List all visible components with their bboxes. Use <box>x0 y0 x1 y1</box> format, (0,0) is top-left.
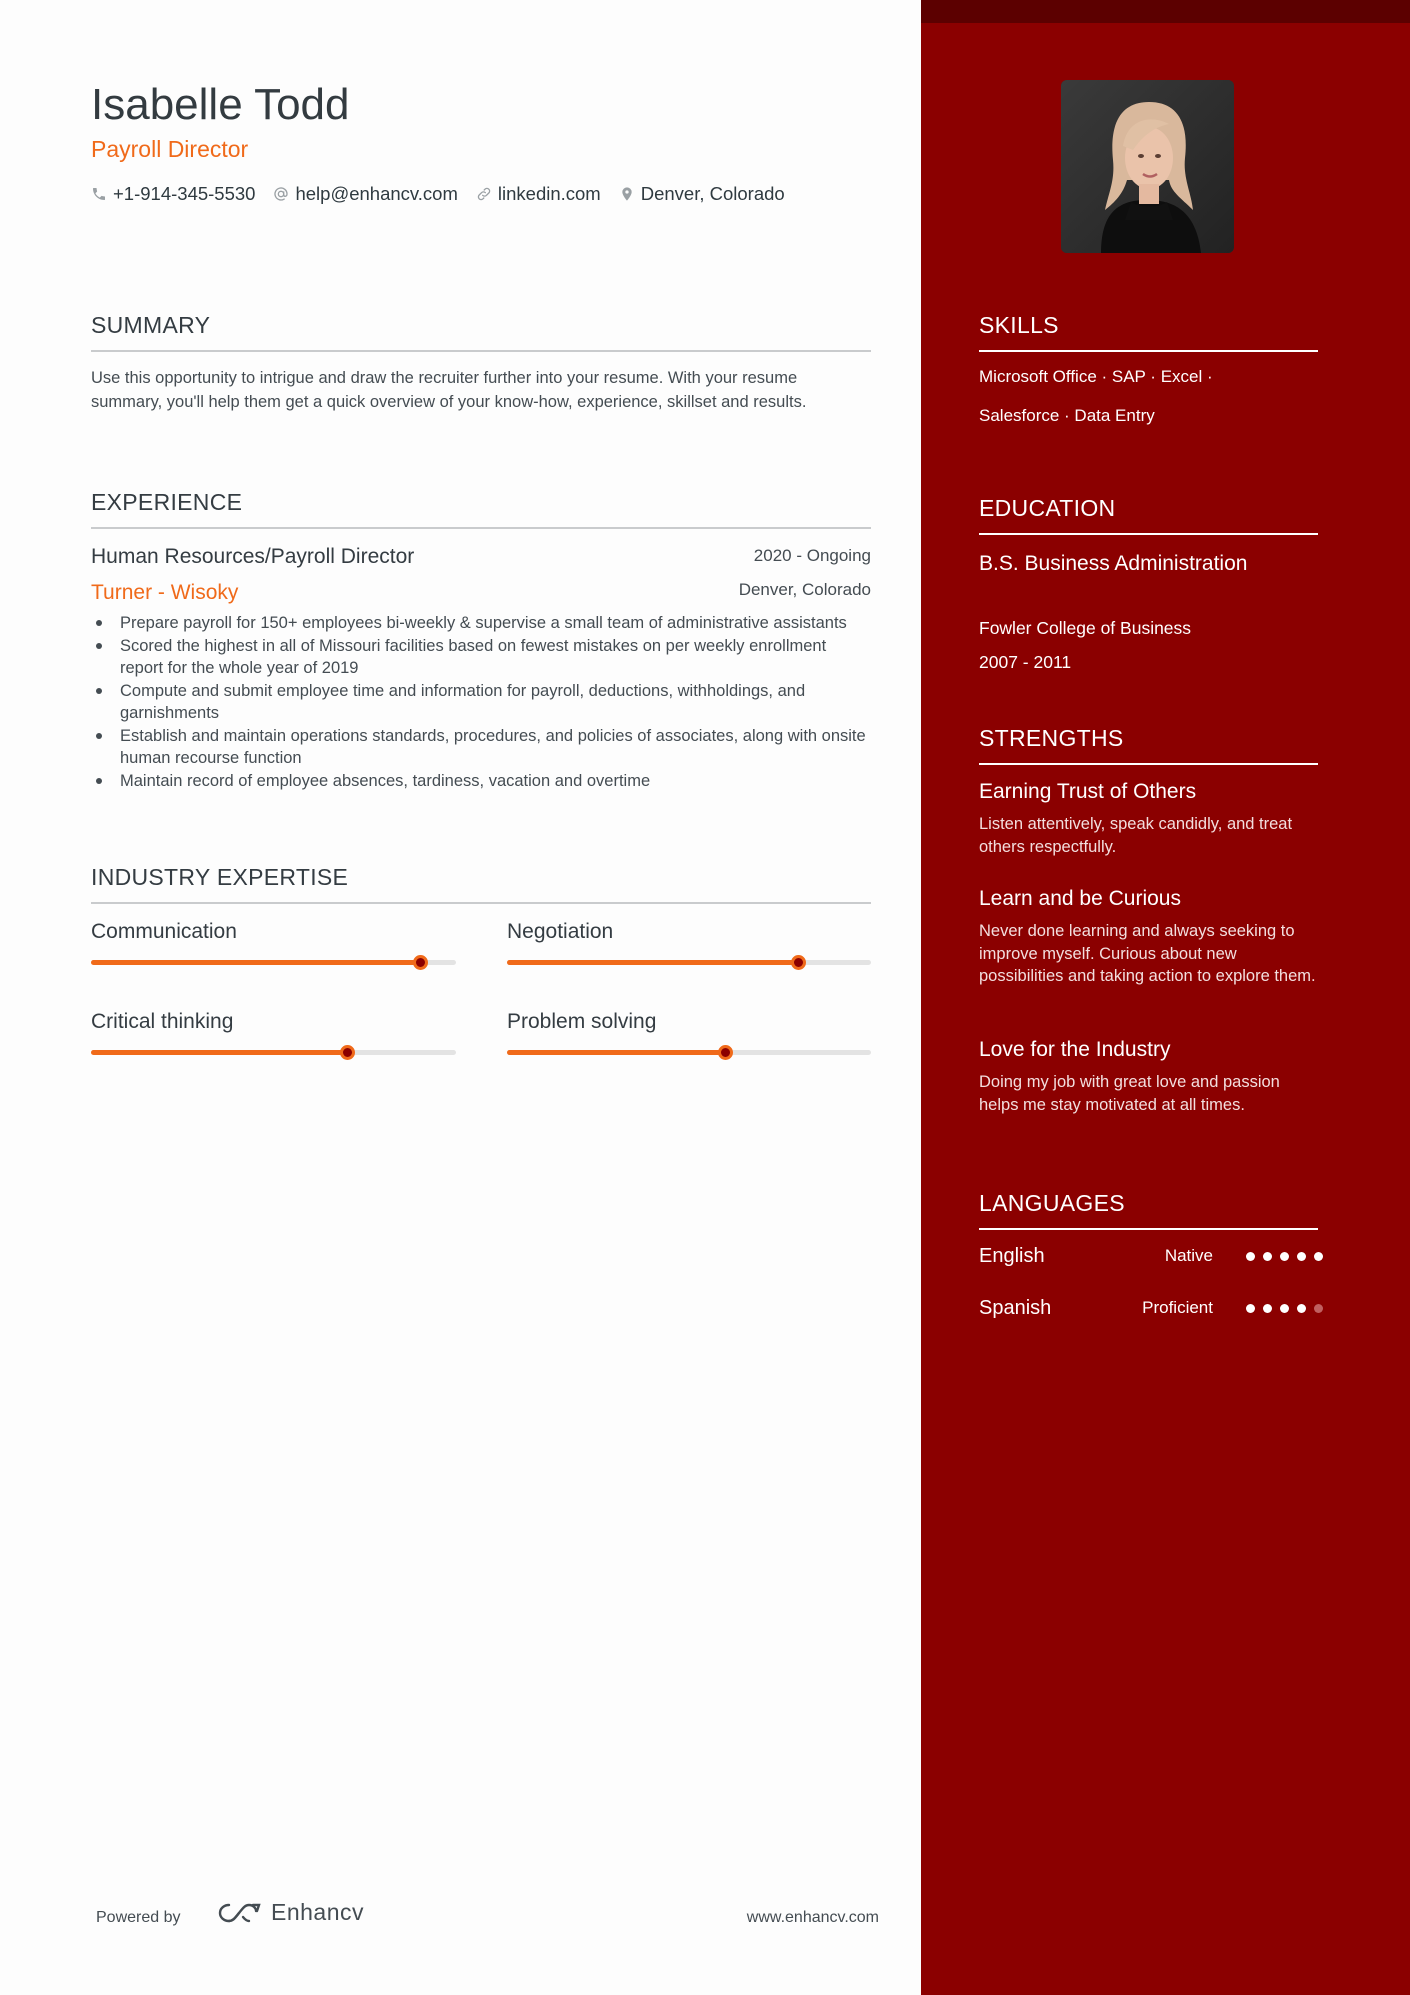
languages-divider <box>979 1228 1318 1230</box>
expertise-knob <box>340 1045 355 1060</box>
language-level-spanish: Proficient <box>1142 1298 1213 1317</box>
language-dot-filled <box>1280 1252 1289 1261</box>
education-school: Fowler College of Business <box>979 618 1192 638</box>
job-dates: 2020 - Ongoing <box>753 546 871 565</box>
contact-linkedin[interactable] <box>476 183 601 205</box>
education-degree: B.S. Business Administration <box>979 552 1248 575</box>
job-company: Turner - Wisoky <box>91 581 239 604</box>
strength-title: Earning Trust of Others <box>979 780 1197 803</box>
summary-text: Use this opportunity to intrigue and draw the recruiter further into your resume. With your resume summary, you'll help them get a quick overview of your know-how, experience, skillset and results. <box>91 369 807 411</box>
phone-icon <box>91 186 107 202</box>
expertise-bar-communication <box>91 960 456 965</box>
expertise-fill <box>91 1050 347 1055</box>
website-link[interactable]: www.enhancv.com <box>746 1909 879 1926</box>
enhancv-logo[interactable] <box>215 1899 364 1926</box>
language-dot-filled <box>1263 1252 1272 1261</box>
language-name-english: English <box>979 1245 1045 1267</box>
expertise-bar-critical-thinking <box>91 1050 456 1055</box>
candidate-name: Isabelle Todd <box>91 80 350 129</box>
summary-heading: SUMMARY <box>91 312 211 338</box>
expertise-knob <box>718 1045 733 1060</box>
link-icon <box>476 186 492 202</box>
job-bullet: Prepare payroll for 150+ employees bi-weekly & supervise a small team of administrative assistants <box>91 612 871 634</box>
job-location: Denver, Colorado <box>738 580 871 599</box>
language-dot-filled <box>1297 1304 1306 1313</box>
experience-divider <box>91 527 871 529</box>
job-bullet: Scored the highest in all of Missouri facilities based on fewest mistakes on per weekly enrollment report for the whole year of 2019 <box>91 635 871 679</box>
education-years: 2007 - 2011 <box>979 652 1072 672</box>
expertise-knob <box>791 955 806 970</box>
language-level-english: Native <box>1164 1246 1213 1265</box>
expertise-fill <box>507 960 798 965</box>
strengths-divider <box>979 763 1318 765</box>
contact-location <box>619 183 785 205</box>
strength-title: Learn and be Curious <box>979 887 1181 910</box>
sidebar <box>921 0 1410 1995</box>
education-divider <box>979 533 1318 535</box>
skills-line-2: Salesforce · Data Entry <box>979 406 1155 425</box>
profile-photo-image <box>1061 80 1234 253</box>
language-dot-filled <box>1297 1252 1306 1261</box>
strengths-heading: STRENGTHS <box>979 725 1124 751</box>
expertise-heading: INDUSTRY EXPERTISE <box>91 864 349 890</box>
job-bullets <box>91 612 871 793</box>
language-dot-filled <box>1263 1304 1272 1313</box>
contact-email-text: help@enhancv.com <box>295 183 458 204</box>
location-pin-icon <box>619 185 635 203</box>
expertise-knob <box>413 955 428 970</box>
expertise-fill <box>91 960 420 965</box>
enhancv-logo-text: Enhancv <box>271 1899 365 1925</box>
experience-heading: EXPERIENCE <box>91 489 243 515</box>
language-dots <box>1246 1252 1331 1261</box>
powered-by-text: Powered by <box>96 1909 181 1926</box>
expertise-fill <box>507 1050 725 1055</box>
profile-photo <box>1061 80 1234 253</box>
candidate-role: Payroll Director <box>91 136 249 162</box>
contact-location-text: Denver, Colorado <box>640 183 785 204</box>
expertise-label-critical-thinking: Critical thinking <box>91 1010 234 1033</box>
at-icon <box>273 186 289 202</box>
job-title: Human Resources/Payroll Director <box>91 545 415 568</box>
enhancv-logo-icon <box>215 1901 263 1925</box>
education-heading: EDUCATION <box>979 495 1116 521</box>
contact-phone[interactable] <box>91 183 255 205</box>
contact-linkedin-text: linkedin.com <box>497 183 601 204</box>
skills-divider <box>979 350 1318 352</box>
language-dots <box>1246 1304 1331 1313</box>
strength-description: Listen attentively, speak candidly, and treat others respectfully. <box>979 815 1293 856</box>
job-bullet: Compute and submit employee time and information for payroll, deductions, withholdings, and garnishments <box>91 680 871 724</box>
language-dot-filled <box>1246 1252 1255 1261</box>
language-name-spanish: Spanish <box>979 1297 1052 1319</box>
expertise-label-problem-solving: Problem solving <box>507 1010 657 1033</box>
expertise-label-negotiation: Negotiation <box>507 920 614 943</box>
strength-description: Never done learning and always seeking to improve myself. Curious about new possibilities and taking action to explore them. <box>979 922 1316 985</box>
languages-heading: LANGUAGES <box>979 1190 1125 1216</box>
contact-bar <box>91 183 803 205</box>
language-dot-filled <box>1246 1304 1255 1313</box>
expertise-divider <box>91 902 871 904</box>
sidebar-top-bar <box>921 0 1410 23</box>
expertise-bar-negotiation <box>507 960 871 965</box>
language-dot-filled <box>1280 1304 1289 1313</box>
skills-line-1: Microsoft Office · SAP · Excel · <box>979 367 1213 386</box>
job-bullet: Maintain record of employee absences, tardiness, vacation and overtime <box>91 770 871 792</box>
summary-divider <box>91 350 871 352</box>
strength-title: Love for the Industry <box>979 1038 1171 1061</box>
contact-phone-text: +1-914-345-5530 <box>113 183 256 204</box>
skills-heading: SKILLS <box>979 312 1059 338</box>
strength-description: Doing my job with great love and passion helps me stay motivated at all times. <box>979 1073 1280 1114</box>
expertise-label-communication: Communication <box>91 920 237 943</box>
job-bullet: Establish and maintain operations standards, procedures, and policies of associates, along with onsite human recourse function <box>91 725 871 769</box>
language-dot-filled <box>1314 1252 1323 1261</box>
expertise-bar-problem-solving <box>507 1050 871 1055</box>
language-dot-empty <box>1314 1304 1323 1313</box>
contact-email[interactable] <box>273 183 457 205</box>
